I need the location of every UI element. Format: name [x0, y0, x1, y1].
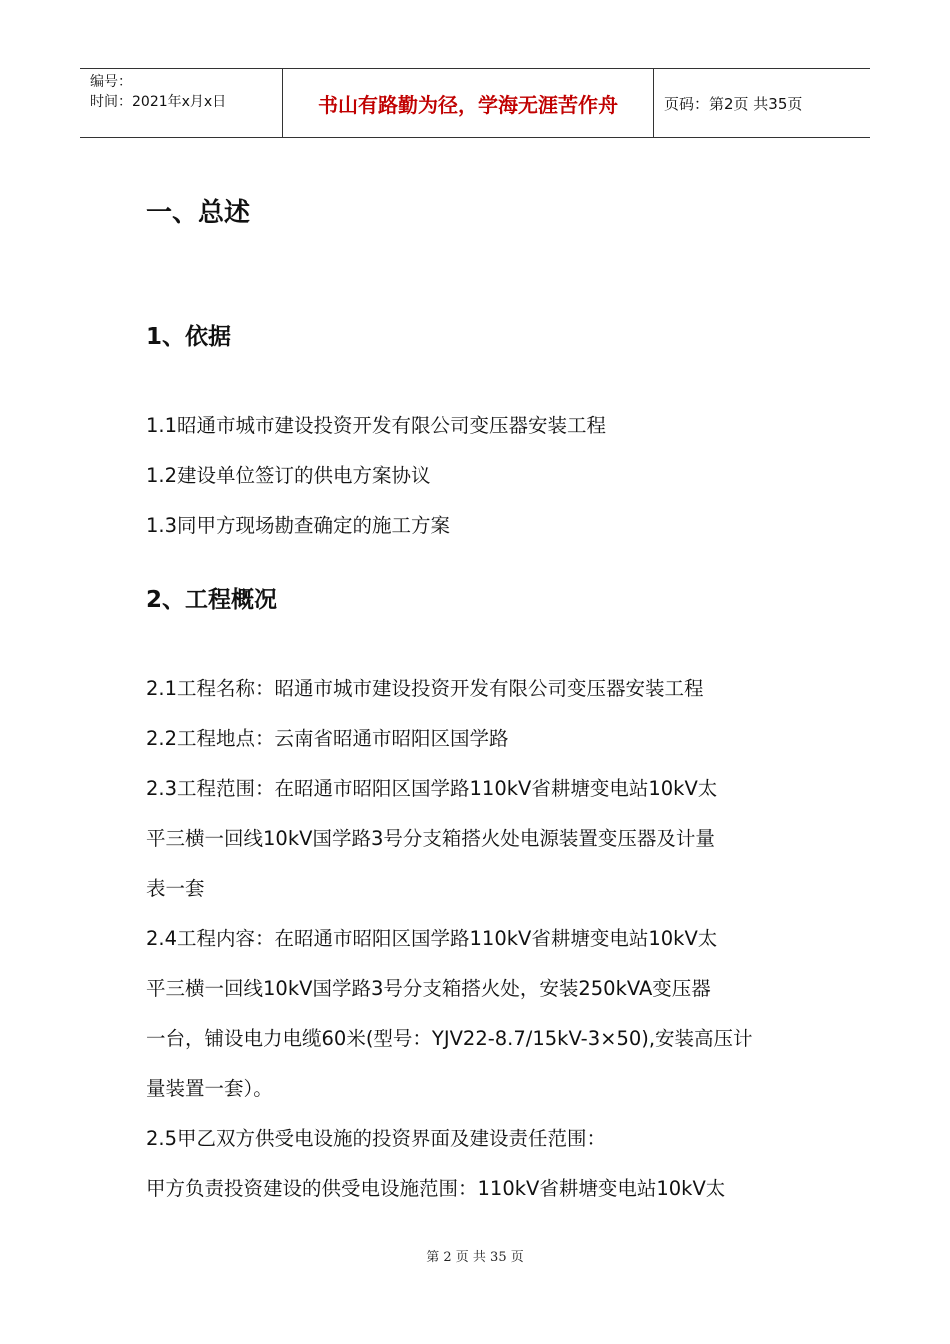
page-header [80, 68, 870, 138]
paragraph-line: 2.1工程名称：昭通市城市建设投资开发有限公司变压器安装工程 [146, 677, 704, 700]
paragraph-line: 量装置一套）。 [146, 1077, 273, 1100]
section-heading-basis: 1、依据 [146, 324, 232, 350]
date-label: 时间：2021年x月x日 [90, 94, 227, 110]
header-motto [282, 69, 654, 137]
footer-page-number: 第 2 页 共 35 页 [426, 1250, 524, 1265]
document-title: 一、总述 [146, 198, 251, 228]
paragraph-line: 2.3工程范围：在昭通市昭阳区国学路110kV省耕塘变电站10kV太 [146, 777, 718, 800]
section-heading-overview: 2、工程概况 [146, 587, 278, 613]
paragraph-line: 2.5甲乙双方供受电设施的投资界面及建设责任范围： [146, 1127, 607, 1150]
paragraph-line: 1.3同甲方现场勘查确定的施工方案 [146, 514, 451, 537]
header-meta [80, 69, 282, 137]
section-overview-lines [146, 664, 816, 1214]
paragraph-line: 一台，铺设电力电缆60米(型号：YJV22-8.7/15kV-3×50),安装高压计 [146, 1027, 753, 1050]
paragraph-line: 表一套 [146, 877, 205, 900]
motto-text: 书山有路勤为径，学海无涯苦作舟 [318, 92, 618, 117]
number-label: 编号： [90, 74, 132, 90]
paragraph-line: 1.2建设单位签订的供电方案协议 [146, 464, 431, 487]
page-code-text: 页码：第2页 共35页 [664, 94, 803, 113]
page-footer [0, 1246, 950, 1265]
paragraph-line: 1.1昭通市城市建设投资开发有限公司变压器安装工程 [146, 414, 607, 437]
header-page-code [654, 69, 870, 137]
paragraph-line: 甲方负责投资建设的供受电设施范围：110kV省耕塘变电站10kV太 [146, 1177, 726, 1200]
paragraph-line: 平三横一回线10kV国学路3号分支箱搭火处电源装置变压器及计量 [146, 827, 715, 850]
paragraph-line: 平三横一回线10kV国学路3号分支箱搭火处，安装250kVA变压器 [146, 977, 711, 1000]
section-basis-lines [146, 401, 816, 551]
paragraph-line: 2.2工程地点：云南省昭通市昭阳区国学路 [146, 727, 509, 750]
paragraph-line: 2.4工程内容：在昭通市昭阳区国学路110kV省耕塘变电站10kV太 [146, 927, 718, 950]
